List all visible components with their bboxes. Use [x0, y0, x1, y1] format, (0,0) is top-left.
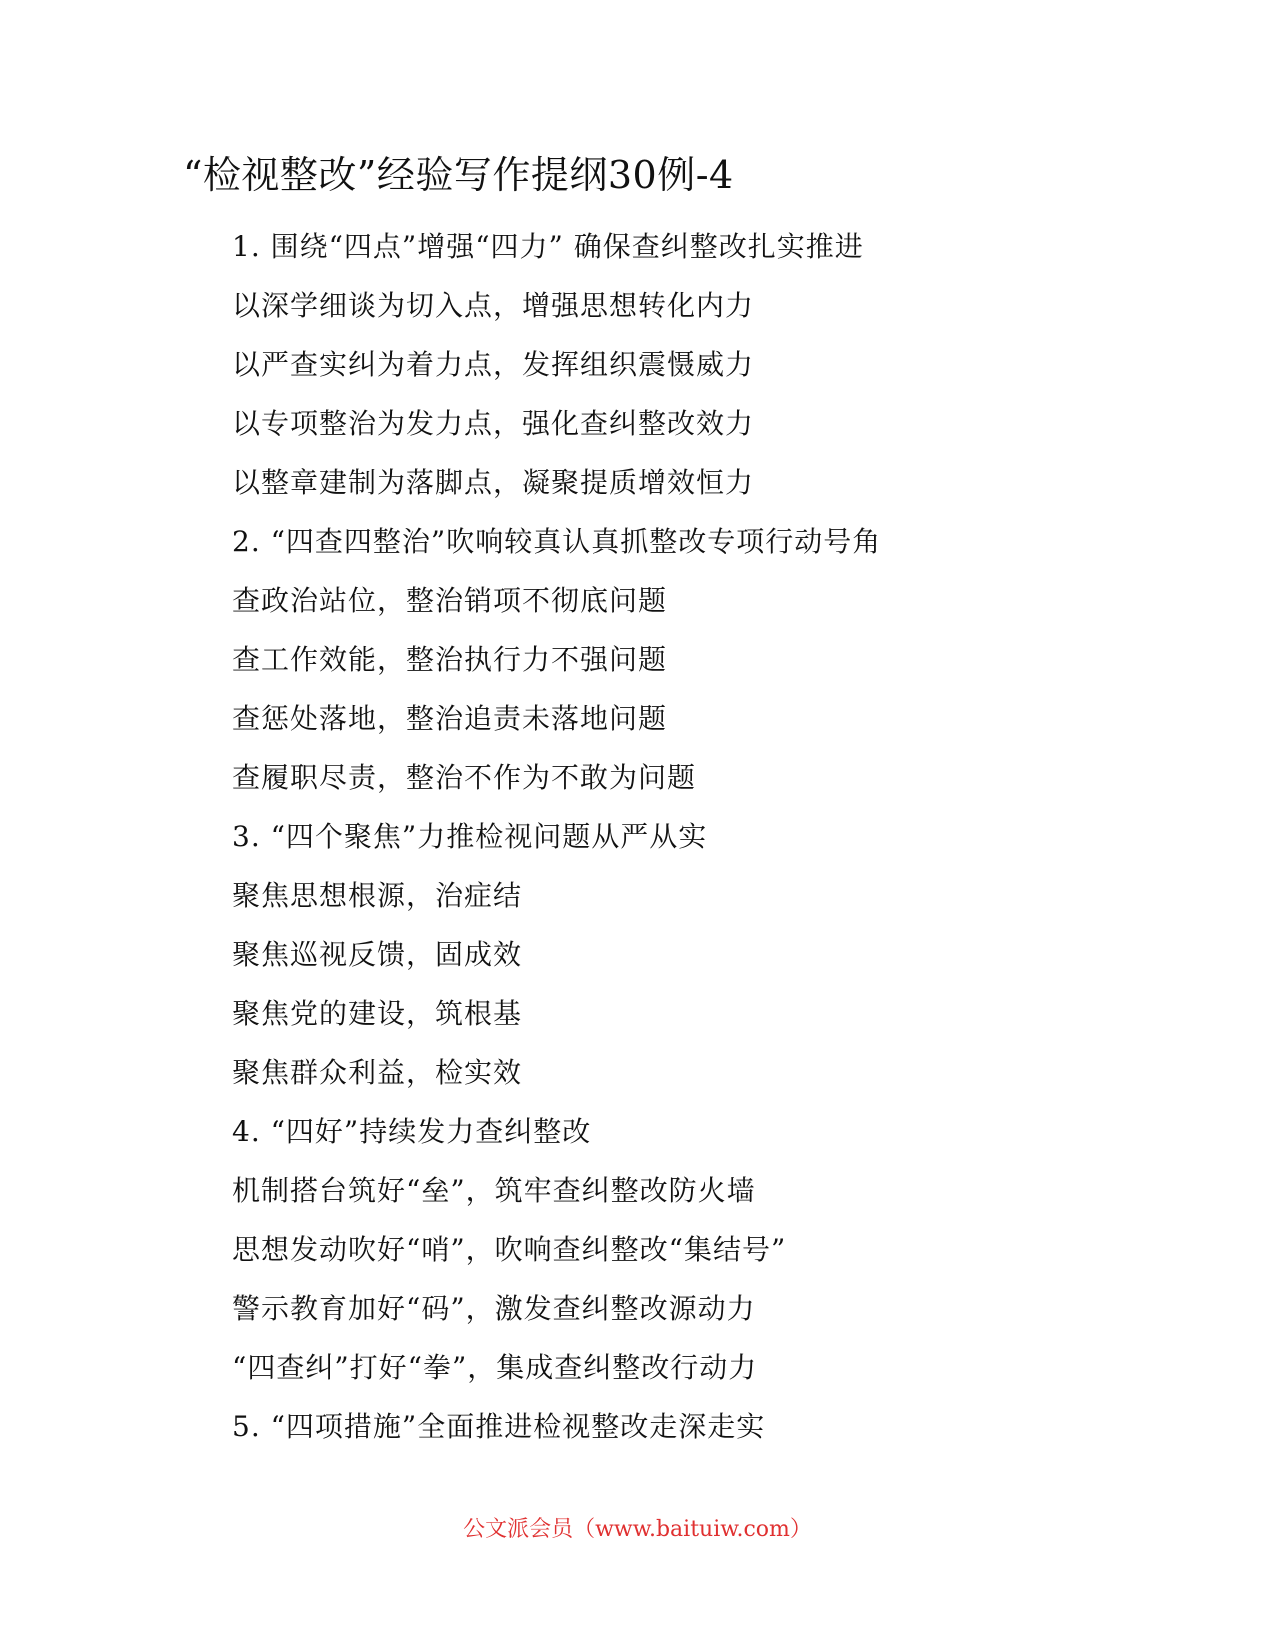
- document-title: “检视整改”经验写作提纲30例-4: [183, 153, 734, 197]
- outline-heading-1: 1. 围绕“四点”增强“四力” 确保查纠整改扎实推进: [232, 230, 864, 263]
- outline-item: 查政治站位，整治销项不彻底问题: [232, 584, 668, 617]
- outline-list: [232, 222, 881, 1461]
- outline-heading-4: 4. “四好”持续发力查纠整改: [232, 1115, 592, 1148]
- outline-item: 查履职尽责，整治不作为不敢为问题: [232, 761, 697, 794]
- outline-heading-5: 5. “四项措施”全面推进检视整改走深走实: [232, 1410, 766, 1443]
- outline-item: 聚焦群众利益，检实效: [232, 1056, 523, 1089]
- outline-item: 查工作效能，整治执行力不强问题: [232, 643, 668, 676]
- outline-heading-2: 2. “四查四整治”吹响较真认真抓整改专项行动号角: [232, 525, 882, 558]
- outline-heading-3: 3. “四个聚焦”力推检视问题从严从实: [232, 820, 708, 853]
- outline-item: 聚焦党的建设，筑根基: [232, 997, 523, 1030]
- outline-item: 查惩处落地，整治追责未落地问题: [232, 702, 668, 735]
- outline-item: 以整章建制为落脚点，凝聚提质增效恒力: [232, 466, 755, 499]
- outline-item: 以专项整治为发力点，强化查纠整改效力: [232, 407, 755, 440]
- outline-item: 聚焦巡视反馈，固成效: [232, 938, 523, 971]
- outline-item: 机制搭台筑好“垒”，筑牢查纠整改防火墙: [232, 1174, 756, 1207]
- outline-item: 以严查实纠为着力点，发挥组织震慑威力: [232, 348, 755, 381]
- outline-item: 聚焦思想根源，治症结: [232, 879, 523, 912]
- outline-item: 警示教育加好“码”，激发查纠整改源动力: [232, 1292, 756, 1325]
- footer-watermark-link[interactable]: 公文派会员（www.baituiw.com）: [463, 1517, 812, 1542]
- outline-item: “四查纠”打好“拳”，集成查纠整改行动力: [232, 1351, 758, 1384]
- outline-item: 思想发动吹好“哨”，吹响查纠整改“集结号”: [232, 1233, 787, 1266]
- outline-item: 以深学细谈为切入点，增强思想转化内力: [232, 289, 755, 322]
